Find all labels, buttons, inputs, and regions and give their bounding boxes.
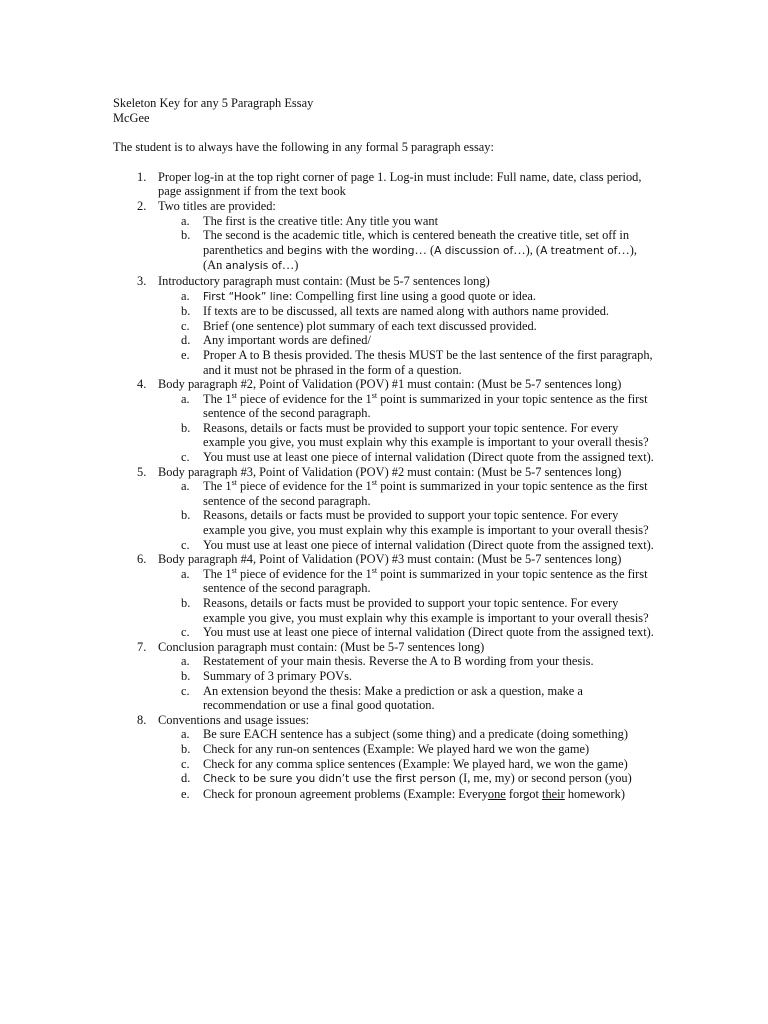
sub-letter: a.	[181, 479, 190, 494]
sub-item	[158, 289, 658, 305]
sub-text: An extension beyond the thesis: Make a prediction or ask a question, make a recommendation or use a final good quotation.	[203, 683, 583, 713]
sub-item	[158, 787, 658, 802]
list-item	[113, 170, 658, 199]
sub-item	[158, 669, 658, 684]
item-number: 4.	[137, 377, 147, 392]
sub-text: point is summarized in your topic sentence as the first sentence of the second paragraph.	[203, 566, 648, 596]
sub-text: You must use at least one piece of internal validation (Direct quote from the assigned text).	[203, 625, 654, 640]
item-number: 5.	[137, 464, 147, 479]
list-item	[113, 377, 658, 465]
list-item	[113, 640, 658, 713]
ordinal-suffix: st	[231, 390, 237, 400]
sub-item	[158, 479, 658, 508]
sub-list	[158, 214, 658, 274]
sub-letter: e.	[181, 786, 190, 801]
sub-text: piece of evidence for the 1	[236, 566, 372, 581]
item-number: 3.	[137, 273, 147, 288]
sub-text: …)	[281, 258, 299, 273]
sub-text: point is summarized in your topic sentence as the first sentence of the second paragraph.	[203, 479, 648, 508]
sub-letter: c.	[181, 625, 190, 640]
underlined-word: one	[487, 786, 506, 801]
sub-letter: d.	[181, 333, 191, 348]
sub-list	[158, 479, 658, 552]
highlighted-text: A treatment of	[540, 244, 618, 257]
sub-item	[158, 654, 658, 669]
sub-text: The 1	[203, 566, 232, 581]
sub-letter: b.	[181, 304, 191, 319]
sub-text: Reasons, details or facts must be provided to support your topic sentence. For every example you give, you must explain why this example is important to your overall thesis?	[203, 508, 649, 538]
sub-letter: c.	[181, 756, 190, 771]
sub-letter: b.	[181, 228, 191, 243]
document-title: Skeleton Key for any 5 Paragraph Essay	[113, 96, 314, 110]
sub-text: Proper A to B thesis provided. The thesis MUST be the last sentence of the first paragraph, and it must not be phrased in the form of a question.	[203, 347, 653, 377]
sub-item	[158, 771, 658, 787]
sub-text: …), (	[513, 242, 541, 257]
item-number: 2.	[137, 198, 147, 213]
sub-list	[158, 654, 658, 712]
sub-text: Restatement of your main thesis. Reverse the A to B wording from your thesis.	[203, 654, 594, 669]
ordinal-suffix: st	[371, 565, 378, 575]
intro-sentence: The student is to always have the following in any formal 5 paragraph essay:	[113, 140, 494, 155]
sub-letter: a.	[181, 213, 190, 228]
sub-text: Check for pronoun agreement problems (Example: Every	[203, 786, 488, 801]
list-item	[113, 274, 658, 377]
document-author: McGee	[113, 110, 150, 125]
sub-list	[158, 567, 658, 640]
sub-text: You must use at least one piece of internal validation (Direct quote from the assigned text).	[203, 450, 654, 465]
sub-item	[158, 333, 658, 348]
item-text: Body paragraph #2, Point of Validation (POV) #1 must contain: (Must be 5-7 sentences long)	[158, 377, 622, 392]
sub-item	[158, 684, 658, 713]
sub-list	[158, 392, 658, 465]
sub-letter: a.	[181, 566, 190, 581]
sub-text: Be sure EACH sentence has a subject (some thing) and a predicate (doing something)	[203, 727, 628, 742]
sub-letter: c.	[181, 683, 190, 698]
sub-letter: b.	[181, 420, 191, 435]
sub-letter: d.	[181, 771, 191, 786]
sub-item	[158, 228, 658, 274]
list-item	[113, 713, 658, 802]
sub-text: Summary of 3 primary POVs.	[203, 668, 353, 683]
sub-list	[158, 727, 658, 801]
sub-text: Check for any comma splice sentences (Example: We played hard, we won the game)	[203, 756, 628, 771]
highlighted-text: begins with the wording	[286, 244, 415, 257]
sub-text: If texts are to be discussed, all texts are named along with authors name provided.	[203, 304, 610, 319]
sub-item	[158, 392, 658, 421]
sub-letter: a.	[181, 391, 190, 406]
sub-text: piece of evidence for the 1	[236, 479, 372, 494]
sub-item	[158, 596, 658, 625]
sub-text: forgot	[505, 786, 543, 801]
highlighted-text: analysis of	[225, 260, 282, 273]
sub-text: Brief (one sentence) plot summary of each text discussed provided.	[203, 318, 537, 333]
sub-text: : Compelling first line using a good quote or idea.	[288, 288, 536, 303]
sub-text: Reasons, details or facts must be provided to support your topic sentence. For every example you give, you must explain why this example is important to your overall thesis?	[203, 596, 649, 625]
sub-letter: c.	[181, 318, 190, 333]
requirements-list	[113, 170, 658, 802]
sub-letter: a.	[181, 654, 190, 669]
item-text: Two titles are provided:	[158, 198, 276, 213]
sub-text: Any important words are defined/	[203, 333, 371, 348]
sub-item	[158, 727, 658, 742]
sub-letter: c.	[181, 537, 190, 552]
sub-list	[158, 289, 658, 378]
underlined-word: their	[542, 786, 565, 801]
item-text: Proper log-in at the top right corner of page 1. Log-in must include: Full name, date, class period, page assignment if from the text book	[158, 169, 642, 199]
list-item	[113, 552, 658, 640]
sub-letter: e.	[181, 347, 190, 362]
sub-letter: c.	[181, 450, 190, 465]
sub-item	[158, 421, 658, 450]
sub-item	[158, 348, 658, 377]
sub-item	[158, 742, 658, 757]
sub-text: Check for any run-on sentences (Example: We played hard we won the game)	[203, 741, 590, 756]
item-text: Introductory paragraph must contain: (Must be 5-7 sentences long)	[158, 273, 490, 288]
sub-text: … (	[414, 242, 435, 257]
sub-item	[158, 450, 658, 465]
ordinal-suffix: st	[231, 565, 237, 575]
item-text: Body paragraph #3, Point of Validation (POV) #2 must contain: (Must be 5-7 sentences long)	[158, 464, 622, 479]
item-number: 7.	[137, 639, 147, 654]
sub-item	[158, 625, 658, 640]
sub-item	[158, 538, 658, 553]
highlighted-text: A discussion of	[434, 244, 514, 257]
highlighted-text: First “Hook” line	[203, 290, 289, 303]
sub-letter: a.	[181, 288, 190, 303]
item-text: Body paragraph #4, Point of Validation (POV) #3 must contain: (Must be 5-7 sentences long)	[158, 552, 622, 567]
ordinal-suffix: st	[371, 478, 378, 488]
sub-item	[158, 567, 658, 596]
list-item	[113, 199, 658, 274]
sub-item	[158, 757, 658, 772]
list-item	[113, 465, 658, 553]
sub-text: …), (An	[203, 242, 638, 273]
sub-text: The second is the academic title, which is centered beneath the creative title, set off in parenthetics and	[203, 228, 630, 257]
sub-text: piece of evidence for the 1	[236, 391, 372, 406]
ordinal-suffix: st	[231, 478, 237, 488]
sub-text: point is summarized in your topic sentence as the first sentence of the second paragraph.	[203, 391, 648, 421]
sub-text: (I, me, my) or second person (you)	[455, 771, 632, 786]
sub-letter: b.	[181, 508, 191, 523]
sub-letter: b.	[181, 741, 191, 756]
sub-text: Reasons, details or facts must be provided to support your topic sentence. For every example you give, you must explain why this example is important to your overall thesis?	[203, 420, 649, 450]
sub-item	[158, 508, 658, 537]
highlighted-text: Check to be sure you didn’t use the first person	[203, 773, 456, 786]
sub-item	[158, 214, 658, 229]
sub-text: homework)	[564, 786, 625, 801]
sub-item	[158, 304, 658, 319]
sub-letter: b.	[181, 668, 191, 683]
ordinal-suffix: st	[371, 390, 378, 400]
item-text: Conclusion paragraph must contain: (Must be 5-7 sentences long)	[158, 639, 485, 654]
sub-item	[158, 319, 658, 334]
sub-letter: a.	[181, 727, 190, 742]
sub-text: You must use at least one piece of internal validation (Direct quote from the assigned text).	[203, 537, 654, 552]
sub-text: The 1	[203, 391, 232, 406]
document-header	[113, 96, 658, 125]
document-page	[113, 96, 658, 801]
item-number: 6.	[137, 552, 147, 567]
sub-text: The 1	[203, 479, 232, 494]
item-number: 1.	[137, 169, 147, 184]
sub-text: The first is the creative title: Any title you want	[203, 213, 439, 228]
sub-letter: b.	[181, 596, 191, 610]
item-number: 8.	[137, 712, 147, 727]
item-text: Conventions and usage issues:	[158, 712, 310, 727]
